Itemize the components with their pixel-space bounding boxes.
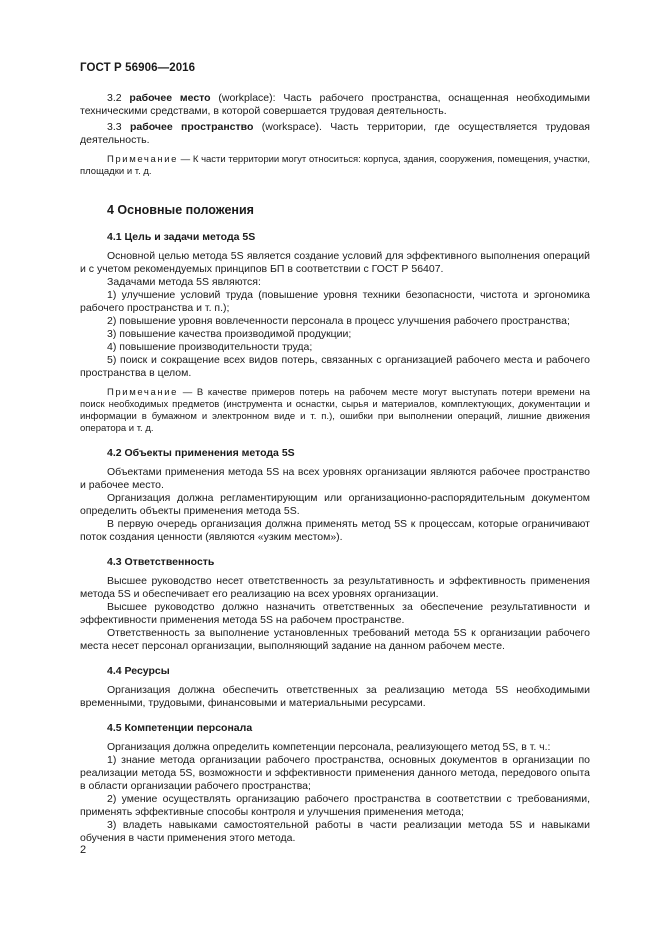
paragraph: Объектами применения метода 5S на всех уровнях организации являются рабочее пространство и рабочее место. xyxy=(80,466,590,491)
definition-term: рабочее пространство xyxy=(130,121,254,133)
section-4-2-heading: 4.2 Объекты применения метода 5S xyxy=(107,447,295,459)
paragraph: Организация должна обеспечить ответственных за реализацию метода 5S необходимыми временными, трудовыми, финансовыми и материальными ресурсами. xyxy=(80,684,590,709)
section-4-3-heading: 4.3 Ответственность xyxy=(107,556,215,568)
list-item: 2) повышение уровня вовлеченности персонала в процесс улучшения рабочего пространства; xyxy=(107,315,570,327)
paragraph: Организация должна определить компетенции персонала, реализующего метод 5S, в т. ч.: xyxy=(107,741,551,753)
paragraph: Высшее руководство несет ответственность за результативность и эффективность применения метода 5S и обеспечивает его реализацию на всех уровнях организации. xyxy=(80,575,590,600)
list-item: 5) поиск и сокращение всех видов потерь, связанных с организацией рабочего места и рабочего пространства в целом. xyxy=(80,354,590,379)
note-territory: Примечание — К части территории могут относиться: корпуса, здания, сооружения, помещения, участки, площадки и т. д. xyxy=(80,154,590,177)
paragraph: Ответственность за выполнение установленных требований метода 5S к организации рабочего места несет персонал организации, выполняющий задание на данном рабочем месте. xyxy=(80,627,590,652)
paragraph: Организация должна регламентирующим или организационно-распорядительным документом определить объекты применения метода 5S. xyxy=(80,492,590,517)
definition-3-3: 3.3 рабочее пространство (workspace). Часть территории, где осуществляется трудовая деятельность. xyxy=(80,121,590,146)
paragraph: Высшее руководство должно назначить ответственных за обеспечение результативности и эффективности применения метода 5S на рабочем пространстве. xyxy=(80,601,590,626)
document-body xyxy=(80,92,590,845)
list-item: 1) улучшение условий труда (повышение уровня техники безопасности, чистота и эргономика рабочего пространства и т. п.); xyxy=(80,289,590,314)
definition-3-2: 3.2 рабочее место (workplace): Часть рабочего пространства, оснащенная необходимыми техническими средствами, в которой совершается трудовая деятельность. xyxy=(80,92,591,117)
section-4-4-heading: 4.4 Ресурсы xyxy=(107,665,170,677)
section-4-heading: 4 Основные положения xyxy=(107,203,254,217)
definition-term: рабочее место xyxy=(129,92,211,104)
section-4-5-heading: 4.5 Компетенции персонала xyxy=(107,722,253,734)
list-item: 3) владеть навыками самостоятельной работы в части реализации метода 5S и навыками обучения в части применения этого метода. xyxy=(80,819,590,844)
list-item: 3) повышение качества производимой продукции; xyxy=(107,328,352,340)
list-item: 4) повышение производительности труда; xyxy=(107,341,313,353)
list-item: 2) умение осуществлять организацию рабочего пространства в соответствии с требованиями, применять эффективные способы контроля и улучшения применения метода; xyxy=(80,793,590,818)
document-code: ГОСТ Р 56906—2016 xyxy=(80,62,196,74)
paragraph: В первую очередь организация должна применять метод 5S к процессам, которые ограничивают поток создания ценности (являются «узким местом»). xyxy=(80,518,590,543)
page-number: 2 xyxy=(80,844,87,856)
note-losses: Примечание — В качестве примеров потерь на рабочем месте могут выступать потери времени на поиск необходимых предметов (инструмента и оснастки, сырья и материалов, комплектующих, документации и информации в бумажном и электронном виде и т. п.), ошибки при выполнении операций, лишние движения оператора и т. д. xyxy=(80,387,591,434)
list-item: 1) знание метода организации рабочего пространства, основных документов в организации по реализации метода 5S, возможности и эффективности применения данного метода, передового опыта в области организации рабочего пространства; xyxy=(80,754,590,792)
section-4-1-heading: 4.1 Цель и задачи метода 5S xyxy=(107,231,256,243)
paragraph: Основной целью метода 5S является создание условий для эффективного выполнения операций и с учетом рекомендуемых принципов БП в соответствии с ГОСТ Р 56407. xyxy=(80,250,590,275)
paragraph: Задачами метода 5S являются: xyxy=(107,276,261,288)
